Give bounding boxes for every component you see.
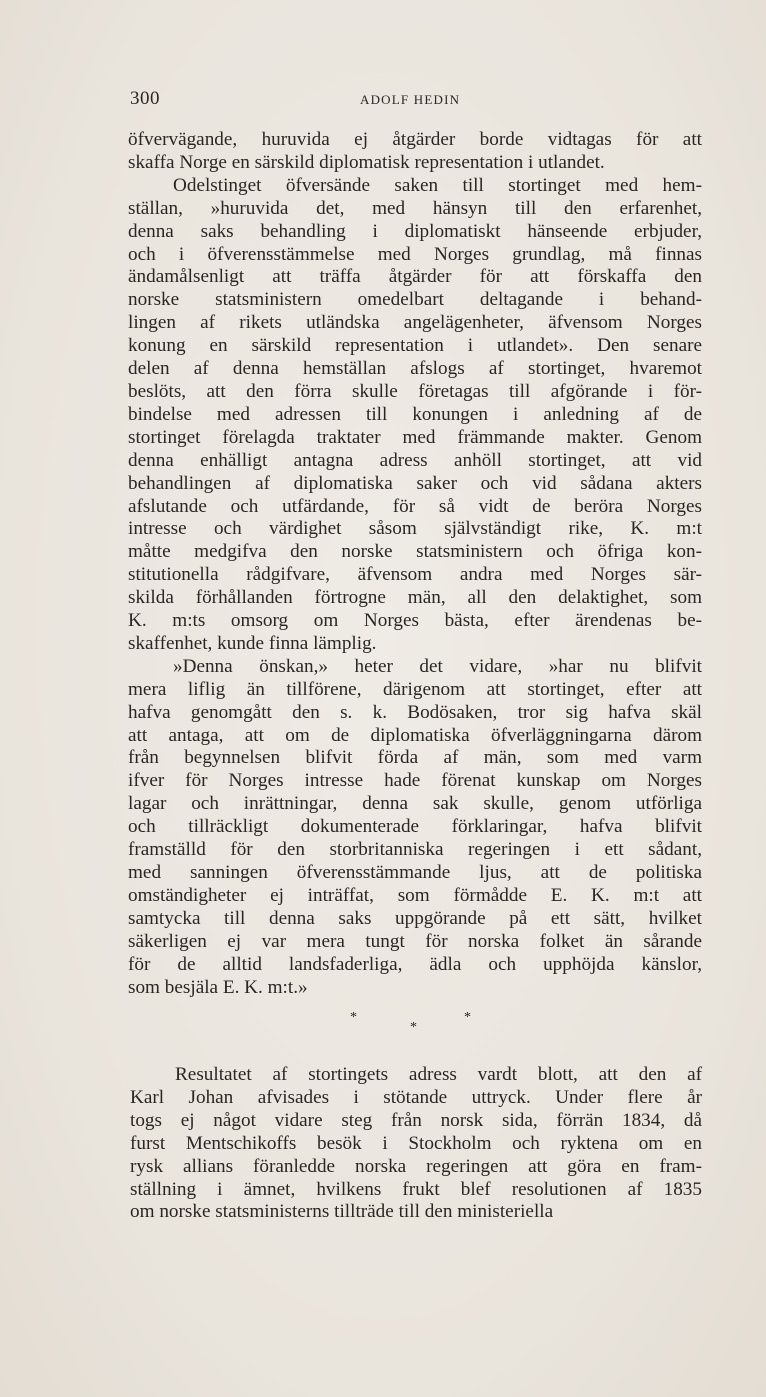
text-line: konung en särskild representation i utlandet». Den senare [128, 335, 702, 357]
text-line: denna saks behandling i diplomatiskt hänseende erbjuder, [128, 220, 702, 242]
text-line: och i öfverensstämmelse med Norges grundlag, må finnas [128, 243, 702, 265]
text-line: ställning i ämnet, hvilkens frukt blef resolutionen af 1835 [130, 1178, 702, 1200]
text-line: skilda förhållanden förtrogne män, all den delaktighet, som [128, 587, 702, 609]
text-line: ifver för Norges intresse hade förenat kunskap om Norges [128, 770, 702, 792]
text-line: att antaga, att om de diplomatiska öfverläggningarna därom [128, 724, 702, 746]
text-line: om norske statsministerns tillträde till den ministeriella [130, 1201, 554, 1223]
text-line: furst Mentschikoffs besök i Stockholm och ryktena om en [130, 1132, 702, 1154]
text-line: Karl Johan afvisades i stötande uttryck. Under flere år [130, 1086, 702, 1108]
text-line: lingen af rikets utländska angelägenheter, äfvensom Norges [128, 312, 702, 334]
text-line: beslöts, att den förra skulle företagas till afgörande i för- [128, 380, 702, 402]
text-line: lagar och inrättningar, denna sak skulle, genom utförliga [128, 793, 702, 815]
text-line: norske statsministern omedelbart deltagande i behand- [128, 289, 702, 311]
text-line: Odelstinget öfversände saken till stortinget med hem- [173, 174, 702, 196]
text-line: omständigheter ej inträffat, som förmådde E. K. m:t att [128, 884, 702, 906]
text-line: delen af denna hemställan afslogs af stortinget, hvaremot [128, 358, 702, 380]
separator-star: * [464, 1010, 471, 1025]
text-line: intresse och värdighet såsom självständigt rike, K. m:t [128, 518, 702, 540]
text-line: »Denna önskan,» heter det vidare, »har nu blifvit [173, 655, 702, 677]
text-line: ändamålsenligt att träffa åtgärder för att förskaffa den [128, 266, 702, 288]
text-line: framställd för den storbritanniska regeringen i ett sådant, [128, 839, 702, 861]
text-line: från begynnelsen blifvit förda af män, som med varm [128, 747, 702, 769]
text-line: denna enhälligt antagna adress anhöll stortinget, att vid [128, 449, 702, 471]
paragraph [128, 175, 702, 656]
text-line: säkerligen ej var mera tungt för norska folket än sårande [128, 930, 702, 952]
text-line: som besjäla E. K. m:t.» [128, 976, 308, 998]
text-line: afslutande och utfärdande, för så vidt de beröra Norges [128, 495, 702, 517]
text-line: rysk allians föranledde norska regeringen att göra en fram- [130, 1155, 702, 1177]
paragraph [130, 1064, 702, 1224]
text-line: med sanningen öfverensstämmande ljus, att de politiska [128, 862, 702, 883]
text-line: stitutionella rådgifvare, äfvensom andra med Norges sär- [128, 564, 702, 586]
text-line: togs ej något vidare steg från norsk sida, förrän 1834, då [130, 1109, 702, 1131]
text-line: ställan, »huruvida det, med hänsyn till den erfarenhet, [128, 197, 702, 219]
body-text [128, 129, 702, 999]
body-text-continued [130, 1064, 702, 1224]
paragraph [128, 656, 702, 1000]
text-line: K. m:ts omsorg om Norges bästa, efter ärendenas be- [128, 610, 702, 632]
page-number: 300 [130, 88, 160, 109]
text-line: samtycka till denna saks uppgörande på ett sätt, hvilket [128, 907, 702, 929]
text-line: mera liflig än tillförene, därigenom att stortinget, efter att [128, 678, 702, 700]
text-line: stortinget förelagda traktater med främmande makter. Genom [128, 426, 702, 448]
text-line: bindelse med adressen till konungen i anledning af de [128, 403, 702, 425]
text-line: behandlingen af diplomatiska saker och vid sådana akters [128, 472, 702, 494]
text-line: för de alltid landsfaderliga, ädla och upphöjda känslor, [128, 953, 702, 975]
paragraph [128, 129, 702, 175]
running-head: ADOLF HEDIN [360, 92, 461, 107]
text-line: öfvervägande, huruvida ej åtgärder borde vidtagas för att [128, 129, 702, 150]
section-separator [340, 1010, 480, 1040]
text-line: skaffa Norge en särskild diplomatisk representation i utlandet. [128, 151, 605, 173]
separator-star: * [350, 1010, 357, 1025]
text-line: skaffenhet, kunde finna lämplig. [128, 632, 377, 654]
text-line: och tillräckligt dokumenterade förklaringar, hafva blifvit [128, 816, 702, 838]
text-line: måtte medgifva den norske statsministern och öfriga kon- [128, 541, 702, 563]
page-header [130, 88, 702, 114]
text-line: Resultatet af stortingets adress vardt blott, att den af [175, 1064, 702, 1085]
text-line: hafva genomgått den s. k. Bodösaken, tror sig hafva skäl [128, 701, 702, 723]
separator-star: * [410, 1020, 417, 1035]
